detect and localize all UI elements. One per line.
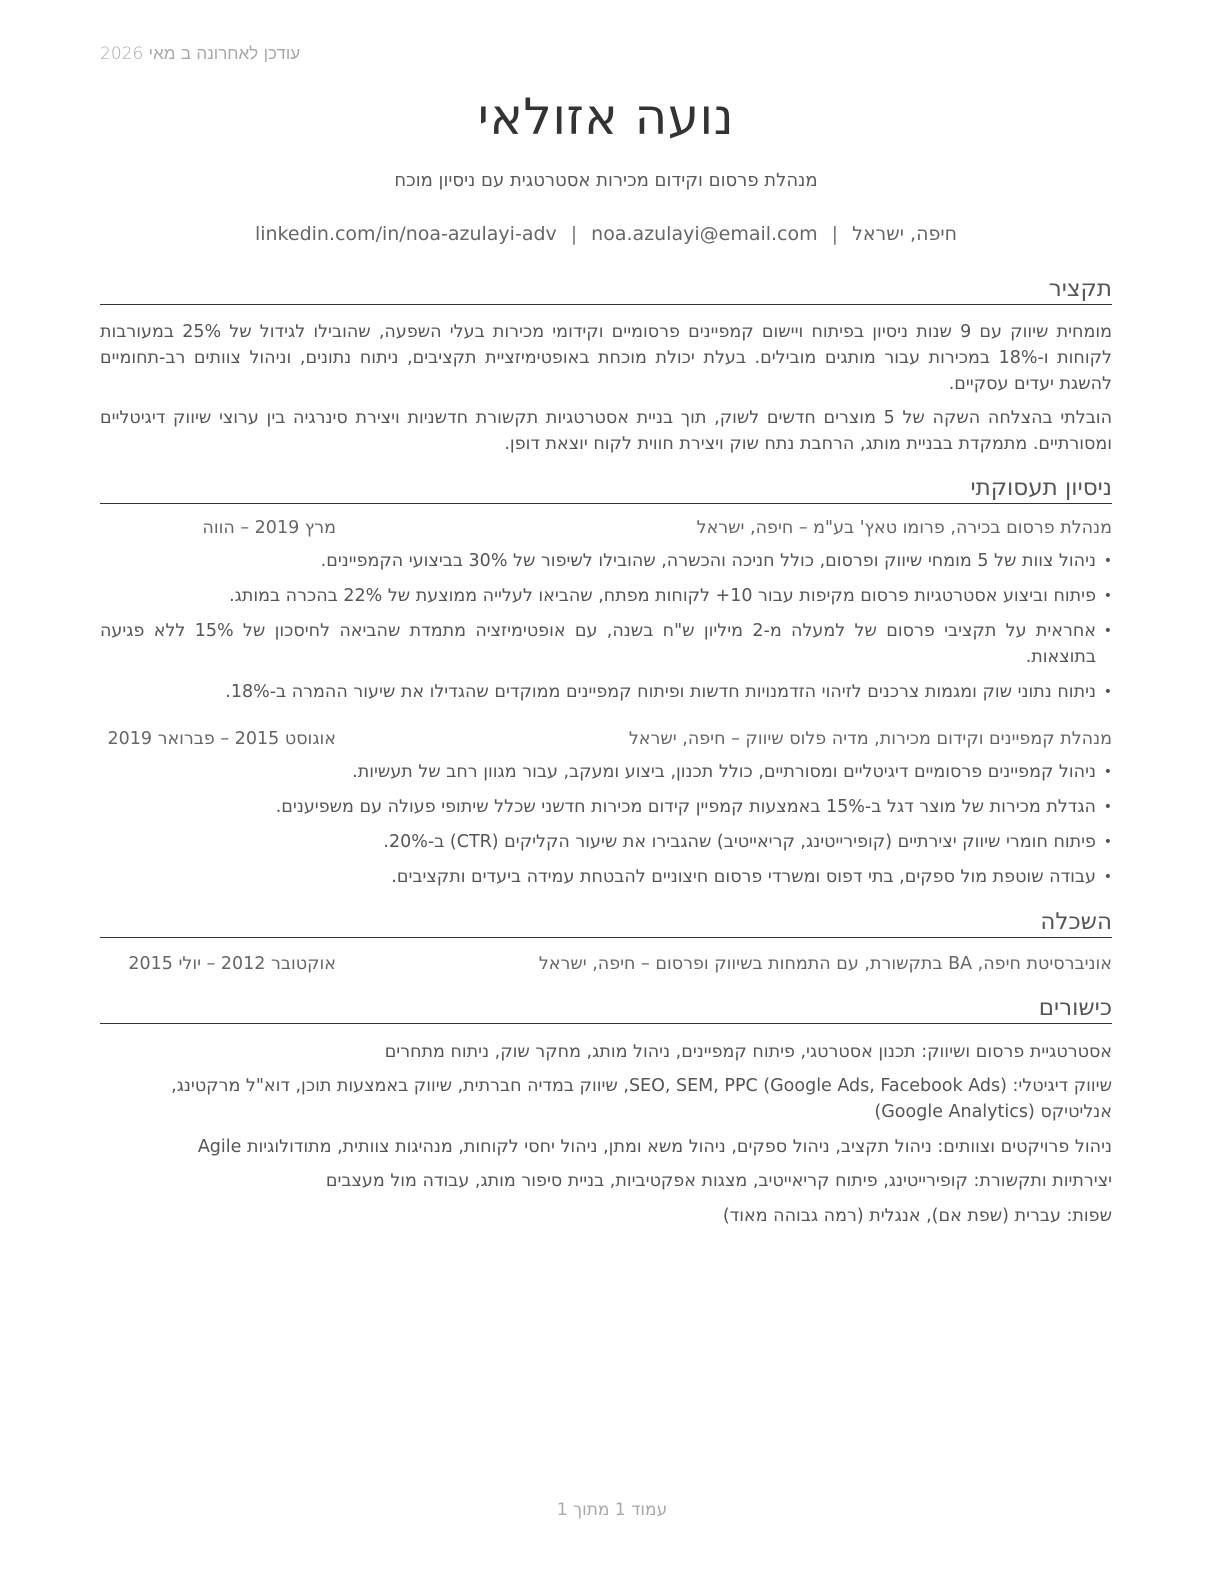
list-item: • ניתוח נתוני שוק ומגמות צרכנים לזיהוי הזדמנויות חדשות ופיתוח קמפיינים ממוקדים שהגדילו את שיעור ההמרה ב-18%.	[225, 682, 1112, 702]
separator: |	[831, 223, 839, 245]
location: חיפה, ישראל	[852, 223, 958, 245]
job-dates: אוגוסט 2015 – פברואר 2019	[107, 729, 336, 749]
education-entry	[100, 954, 1112, 978]
job-role: מנהלת פרסום בכירה, פרומו טאץ' בע"מ – חיפה, ישראל	[696, 518, 1112, 538]
section-title-skills: כישורים	[100, 993, 1112, 1024]
list-item: • פיתוח וביצוע אסטרטגיות פרסום מקיפות עבור 10+ לקוחות מפתח, שהביאו לעלייה ממוצעת של 22% בהכרה במותג.	[229, 586, 1112, 606]
summary-paragraph: הובלתי בהצלחה השקה של 5 מוצרים חדשים לשוק, תוך בניית אסטרטגיות תקשורת חדשניות ויצירת סינרגיה בין ערוצי שיווק דיגיטליים ומסורתיים. מתמקדת בבניית מותג, הרחבת נתח שוק ויצירת חווית לקוח יוצאת דופן.	[100, 408, 1113, 454]
job-role: מנהלת קמפיינים וקידום מכירות, מדיה פלוס שיווק – חיפה, ישראל	[628, 729, 1112, 749]
list-item: • פיתוח חומרי שיווק יצירתיים (קופירייטינג, קריאייטיב) שהגבירו את שיעור הקליקים (CTR) ב-20%.	[383, 832, 1112, 852]
page-number: עמוד 1 מתוך 1	[556, 1500, 668, 1520]
skill-line: שפות: עברית (שפת אם), אנגלית (רמה גבוהה מאוד)	[722, 1206, 1112, 1226]
list-item: • ניהול צוות של 5 מומחי שיווק ופרסום, כולל חניכה והכשרה, שהובילו לשיפור של 30% בביצועי הקמפיינים.	[320, 551, 1112, 571]
section-title-experience: ניסיון תעסוקתי	[100, 473, 1112, 504]
list-item: • ניהול קמפיינים פרסומיים דיגיטליים ומסורתיים, כולל תכנון, ביצוע ומעקב, עבור מגוון רחב של תעשיות.	[352, 762, 1112, 782]
job-header	[100, 729, 1112, 753]
professional-subtitle: מנהלת פרסום וקידום מכירות אסטרטגית עם ניסיון מוכח	[394, 170, 818, 191]
skill-line: ניהול פרויקטים וצוותים: ניהול תקציב, ניהול ספקים, ניהול משא ומתן, ניהול יחסי לקוחות, מנהיגות צוותית, מתודולוגיות Agile	[197, 1137, 1112, 1157]
education-degree: אוניברסיטת חיפה, BA בתקשורת, עם התמחות בשיווק ופרסום – חיפה, ישראל	[538, 954, 1112, 974]
skill-line: שיווק דיגיטלי: SEO, SEM, PPC (Google Ads, Facebook Ads), שיווק במדיה חברתית, שיווק באמצעות תוכן, דוא"ל מרקטינג, אנליטיקס (Google Analytics)	[171, 1076, 1112, 1122]
job-header	[100, 518, 1112, 542]
section-title-summary: תקציר	[100, 274, 1112, 305]
email-link[interactable]: noa.azulayi@email.com	[591, 223, 818, 245]
job-bullets	[100, 759, 1112, 899]
summary-paragraph: מומחית שיווק עם 9 שנות ניסיון בפיתוח ויישום קמפיינים פרסומיים וקידומי מכירות בעלי השפעה, שהובילו לגידול של 25% במעורבות לקוחות ו-18% במכירות עבור מותגים מובילים. בעלת יכולת מוכחת באופטימיזציית תקציבים, ניתוח נתונים, וניהול צוותים רב-תחומיים להשגת יעדים עסקיים.	[100, 322, 1112, 394]
contact-line	[100, 223, 1112, 245]
list-item: • אחראית על תקציבי פרסום של למעלה מ-2 מיליון ש"ח בשנה, עם אופטימיזציה מתמדת שהביאה לחיסכון של 15% ללא פגיעה בתוצאות.	[100, 621, 1112, 667]
job-bullets	[100, 548, 1112, 714]
linkedin-link[interactable]: linkedin.com/in/noa-azulayi-adv	[254, 223, 557, 245]
skill-line: אסטרטגיית פרסום ושיווק: תכנון אסטרטגי, פיתוח קמפיינים, ניהול מותג, מחקר שוק, ניתוח מתחרים	[384, 1042, 1112, 1062]
list-item: • עבודה שוטפת מול ספקים, בתי דפוס ומשרדי פרסום חיצוניים להבטחת עמידה ביעדים ותקציבים.	[391, 867, 1112, 887]
list-item: • הגדלת מכירות של מוצר דגל ב-15% באמצעות קמפיין קידום מכירות חדשני שכלל שיתופי פעולה עם משפיענים.	[275, 797, 1112, 817]
last-updated: עודכן לאחרונה ב מאי 2026	[100, 44, 301, 64]
education-dates: אוקטובר 2012 – יולי 2015	[128, 954, 336, 974]
skill-line: יצירתיות ותקשורת: קופירייטינג, פיתוח קריאייטיב, מצגות אפקטיביות, בניית סיפור מותג, עבודה מול מעצבים	[325, 1171, 1112, 1191]
job-dates: מרץ 2019 – הווה	[202, 518, 336, 538]
candidate-name: נועה אזולאי	[477, 88, 735, 146]
section-title-education: השכלה	[100, 907, 1112, 938]
separator: |	[570, 223, 578, 245]
